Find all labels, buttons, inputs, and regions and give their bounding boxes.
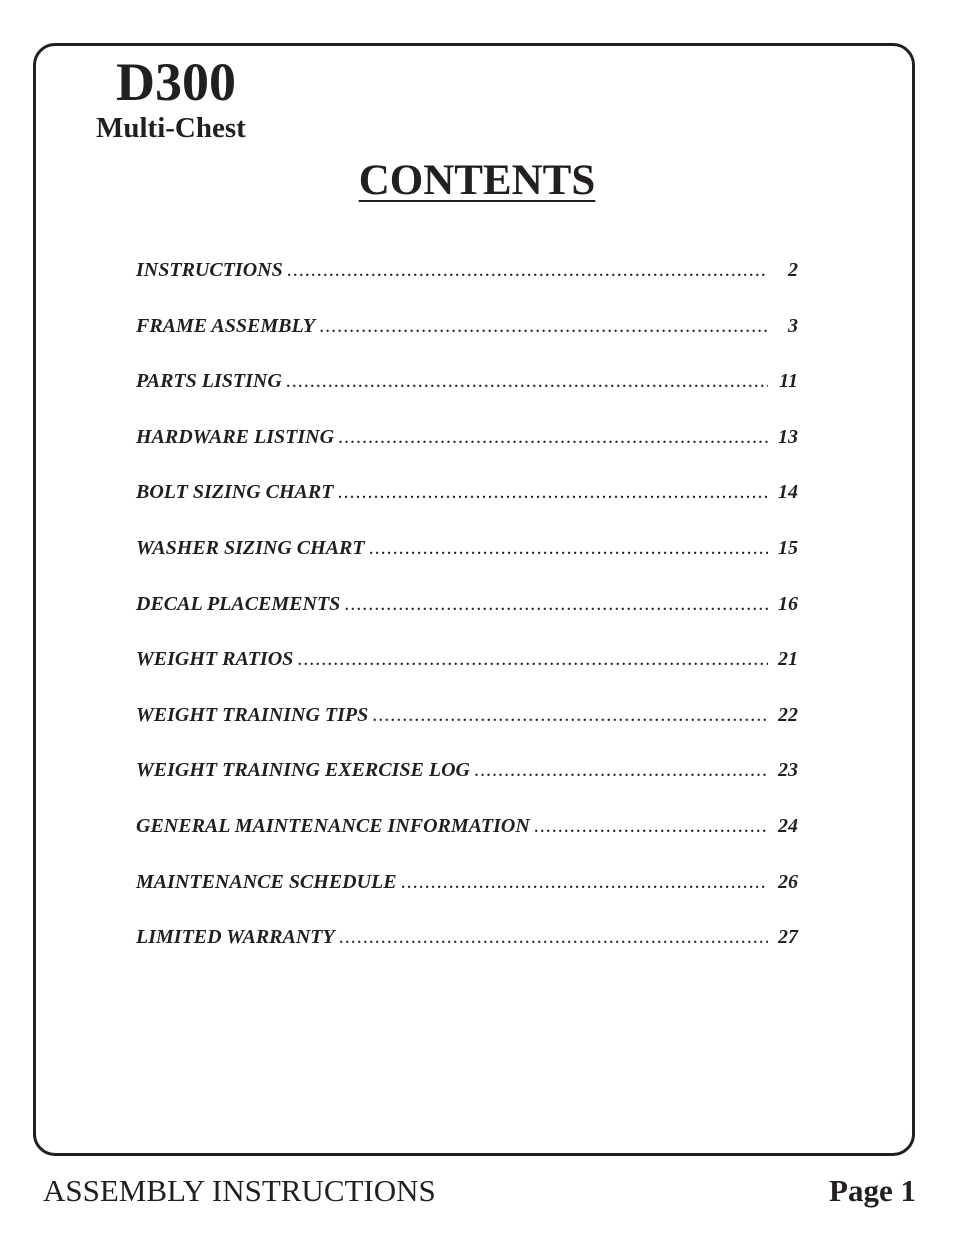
toc-entry-page: 15 bbox=[778, 536, 798, 559]
toc-entry-instructions[interactable] bbox=[136, 256, 798, 312]
toc-entry-page: 3 bbox=[788, 314, 798, 337]
toc-entry-page: 13 bbox=[778, 425, 798, 448]
toc-entry-label: INSTRUCTIONS bbox=[136, 259, 283, 281]
table-of-contents bbox=[136, 256, 798, 979]
toc-entry-washer-sizing-chart[interactable] bbox=[136, 534, 798, 590]
toc-entry-page: 16 bbox=[778, 592, 798, 615]
toc-entry-weight-ratios[interactable] bbox=[136, 645, 798, 701]
toc-leader-dots bbox=[369, 534, 768, 562]
toc-leader-dots bbox=[297, 645, 768, 673]
toc-leader-dots bbox=[344, 590, 768, 618]
toc-entry-label: HARDWARE LISTING bbox=[136, 425, 335, 448]
model-name: Multi-Chest bbox=[96, 112, 246, 144]
toc-leader-dots bbox=[286, 367, 768, 395]
toc-entry-label: WEIGHT TRAINING TIPS bbox=[136, 703, 369, 726]
toc-entry-general-maintenance[interactable] bbox=[136, 812, 798, 868]
toc-leader-dots bbox=[319, 312, 768, 340]
toc-entry-limited-warranty[interactable] bbox=[136, 923, 798, 979]
footer-section-title: ASSEMBLY INSTRUCTIONS bbox=[43, 1173, 436, 1208]
toc-entry-page: 23 bbox=[778, 759, 798, 782]
toc-entry-label: DECAL PLACEMENTS bbox=[136, 592, 341, 615]
toc-entry-label: FRAME ASSEMBLY bbox=[136, 314, 316, 337]
toc-entry-page: 22 bbox=[778, 703, 798, 726]
toc-entry-label: PARTS LISTING bbox=[136, 370, 282, 393]
toc-entry-page: 11 bbox=[779, 370, 798, 393]
toc-leader-dots bbox=[401, 868, 768, 896]
toc-leader-dots bbox=[287, 256, 768, 284]
toc-leader-dots bbox=[338, 423, 768, 451]
toc-entry-hardware-listing[interactable] bbox=[136, 423, 798, 479]
toc-entry-page: 21 bbox=[778, 648, 798, 671]
model-number: D300 bbox=[116, 52, 236, 112]
toc-entry-weight-training-tips[interactable] bbox=[136, 701, 798, 757]
toc-entry-parts-listing[interactable] bbox=[136, 367, 798, 423]
contents-heading-text: CONTENTS bbox=[358, 157, 596, 204]
toc-entry-exercise-log[interactable] bbox=[136, 756, 798, 812]
toc-leader-dots bbox=[337, 478, 768, 506]
toc-entry-label: WEIGHT RATIOS bbox=[136, 648, 294, 671]
toc-entry-page: 26 bbox=[778, 870, 798, 893]
toc-entry-page: 14 bbox=[778, 481, 798, 504]
toc-entry-label: BOLT SIZING CHART bbox=[136, 481, 334, 504]
toc-entry-page: 2 bbox=[788, 259, 798, 281]
toc-entry-page: 24 bbox=[778, 814, 798, 837]
toc-entry-label: WEIGHT TRAINING EXERCISE LOG bbox=[136, 759, 470, 782]
toc-entry-maintenance-schedule[interactable] bbox=[136, 868, 798, 924]
toc-entry-page: 27 bbox=[778, 926, 798, 949]
toc-entry-label: WASHER SIZING CHART bbox=[136, 536, 365, 559]
toc-entry-frame-assembly[interactable] bbox=[136, 312, 798, 368]
toc-entry-bolt-sizing-chart[interactable] bbox=[136, 478, 798, 534]
toc-leader-dots bbox=[474, 756, 768, 784]
toc-entry-label: LIMITED WARRANTY bbox=[136, 926, 335, 949]
contents-heading bbox=[0, 156, 954, 206]
toc-entry-decal-placements[interactable] bbox=[136, 590, 798, 646]
toc-entry-label: MAINTENANCE SCHEDULE bbox=[136, 870, 397, 893]
toc-leader-dots bbox=[339, 923, 768, 951]
footer-page-number: Page 1 bbox=[829, 1173, 916, 1208]
toc-entry-label: GENERAL MAINTENANCE INFORMATION bbox=[136, 814, 530, 837]
toc-leader-dots bbox=[534, 812, 768, 840]
toc-leader-dots bbox=[372, 701, 768, 729]
